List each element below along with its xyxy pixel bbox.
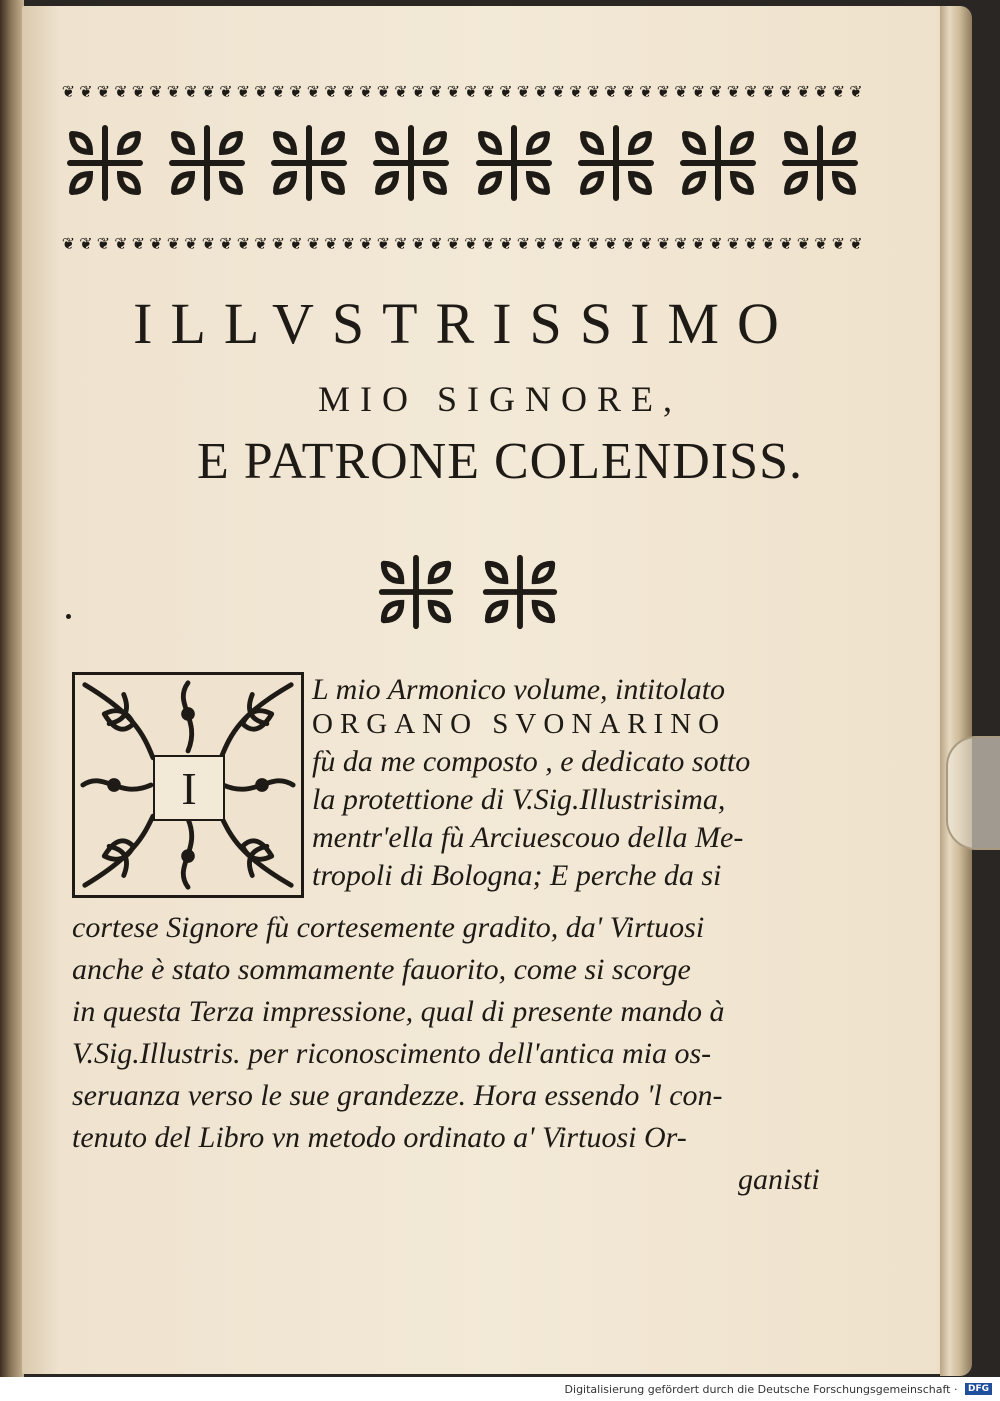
drop-ornament-icon: ❦ — [726, 233, 741, 253]
drop-ornament-icon: ❦ — [674, 233, 688, 253]
drop-ornament-icon: ❦ — [551, 233, 566, 253]
drop-ornament-icon: ❦ — [411, 233, 426, 253]
drop-ornament-icon: ❦ — [219, 81, 233, 101]
drop-ornament-icon: ❦ — [586, 81, 601, 101]
drop-ornament-icon: ❦ — [796, 81, 811, 101]
fleuron-ornament-icon — [571, 120, 661, 206]
drop-ornament-icon: ❦ — [621, 81, 636, 101]
drop-ornament-icon: ❦ — [236, 81, 251, 101]
body-line-6: tropoli di Bologna; E perche da si — [312, 859, 722, 892]
body-line-11: seruanza verso le sue grandezze. Hora essendo 'l con- — [72, 1079, 723, 1112]
dfg-logo: DFG — [965, 1383, 992, 1395]
drop-ornament-icon: ❦ — [429, 233, 443, 253]
drop-ornament-icon: ❦ — [341, 81, 356, 101]
drop-ornament-icon: ❦ — [516, 81, 531, 101]
page-tab-marker — [946, 736, 1000, 850]
drop-ornament-icon: ❦ — [849, 233, 863, 253]
drop-ornament-icon: ❦ — [761, 81, 776, 101]
fleuron-ornament-icon — [673, 120, 763, 206]
drop-ornament-icon: ❦ — [201, 81, 216, 101]
drop-ornament-icon: ❦ — [709, 233, 723, 253]
page-edges — [940, 6, 972, 1376]
drop-ornament-icon: ❦ — [464, 233, 478, 253]
drop-ornament-icon: ❦ — [61, 81, 76, 101]
body-line-10: V.Sig.Illustris. per riconoscimento dell'antica mia os- — [72, 1037, 712, 1070]
drop-ornament-icon: ❦ — [219, 233, 233, 253]
ornament-row-bottom — [60, 226, 865, 260]
drop-ornament-icon: ❦ — [639, 81, 653, 101]
footer-separator: · — [950, 1382, 961, 1396]
heading-line-1: ILLVSTRISSIMO — [133, 291, 797, 356]
drop-ornament-icon: ❦ — [184, 233, 198, 253]
drop-ornament-icon: ❦ — [604, 81, 618, 101]
drop-ornament-icon: ❦ — [324, 81, 338, 101]
body-line-13: ganisti — [738, 1163, 820, 1196]
drop-ornament-icon: ❦ — [236, 233, 251, 253]
fleuron-ornament-icon — [162, 120, 252, 206]
drop-ornament-icon: ❦ — [271, 81, 286, 101]
drop-ornament-icon: ❦ — [779, 81, 793, 101]
drop-ornament-icon: ❦ — [534, 81, 548, 101]
drop-ornament-icon: ❦ — [656, 81, 671, 101]
decorated-initial — [72, 672, 304, 898]
drop-ornament-icon: ❦ — [166, 81, 181, 101]
drop-ornament-icon: ❦ — [96, 81, 111, 101]
drop-ornament-icon: ❦ — [691, 81, 706, 101]
fleuron-ornament-icon — [469, 120, 559, 206]
ornament-row-top — [60, 74, 865, 108]
drop-ornament-icon: ❦ — [831, 233, 846, 253]
drop-ornament-icon: ❦ — [359, 81, 373, 101]
drop-ornament-icon: ❦ — [394, 233, 408, 253]
digitization-footer — [0, 1377, 1000, 1401]
drop-ornament-icon: ❦ — [814, 233, 828, 253]
drop-ornament-icon: ❦ — [376, 233, 391, 253]
fleuron-ornament-icon — [368, 550, 464, 634]
ink-dot — [66, 614, 71, 619]
drop-ornament-icon: ❦ — [569, 233, 583, 253]
footer-credit: Digitalisierung gefördert durch die Deutsche Forschungsgemeinschaft — [564, 1382, 951, 1396]
drop-ornament-icon: ❦ — [289, 81, 303, 101]
drop-ornament-icon: ❦ — [796, 233, 811, 253]
drop-ornament-icon: ❦ — [306, 81, 321, 101]
drop-ornament-icon: ❦ — [254, 81, 268, 101]
drop-ornament-icon: ❦ — [114, 233, 128, 253]
drop-ornament-icon: ❦ — [306, 233, 321, 253]
drop-ornament-icon: ❦ — [201, 233, 216, 253]
heading-line-2: MIO SIGNORE, — [317, 379, 682, 419]
heading-line-3: E PATRONE COLENDISS. — [196, 433, 804, 490]
body-line-3: fù da me composto , e dedicato sotto — [312, 745, 751, 778]
book-spine-edge — [0, 0, 24, 1380]
drop-ornament-icon: ❦ — [499, 233, 513, 253]
drop-ornament-icon: ❦ — [149, 81, 163, 101]
drop-ornament-icon: ❦ — [149, 233, 163, 253]
center-ornament — [368, 550, 568, 634]
drop-ornament-icon: ❦ — [61, 233, 76, 253]
body-line-5: mentr'ella fù Arciuescouo della Me- — [312, 821, 744, 854]
drop-ornament-icon: ❦ — [254, 233, 268, 253]
drop-ornament-icon: ❦ — [779, 233, 793, 253]
fleuron-ornament-icon — [775, 120, 865, 206]
drop-ornament-icon: ❦ — [604, 233, 618, 253]
body-line-2: ORGANO SVONARINO — [312, 708, 727, 740]
drop-ornament-icon: ❦ — [481, 233, 496, 253]
drop-ornament-icon: ❦ — [691, 233, 706, 253]
drop-ornament-icon: ❦ — [831, 81, 846, 101]
drop-ornament-icon: ❦ — [814, 81, 828, 101]
drop-ornament-icon: ❦ — [79, 81, 93, 101]
drop-ornament-icon: ❦ — [166, 233, 181, 253]
drop-ornament-icon: ❦ — [551, 81, 566, 101]
fleuron-ornament-icon — [264, 120, 354, 206]
drop-ornament-icon: ❦ — [761, 233, 776, 253]
drop-ornament-icon: ❦ — [131, 233, 146, 253]
drop-ornament-icon: ❦ — [271, 233, 286, 253]
drop-ornament-icon: ❦ — [569, 81, 583, 101]
fleuron-ornament-icon — [366, 120, 456, 206]
drop-ornament-icon: ❦ — [324, 233, 338, 253]
fleuron-ornament-icon — [60, 120, 150, 206]
initial-letter: I — [153, 755, 225, 821]
drop-ornament-icon: ❦ — [341, 233, 356, 253]
drop-ornament-icon: ❦ — [744, 233, 758, 253]
drop-ornament-icon: ❦ — [79, 233, 93, 253]
drop-ornament-icon: ❦ — [289, 233, 303, 253]
drop-ornament-icon: ❦ — [656, 233, 671, 253]
drop-ornament-icon: ❦ — [464, 81, 478, 101]
drop-ornament-icon: ❦ — [726, 81, 741, 101]
drop-ornament-icon: ❦ — [481, 81, 496, 101]
drop-ornament-icon: ❦ — [429, 81, 443, 101]
drop-ornament-icon: ❦ — [446, 233, 461, 253]
body-line-8: anche è stato sommamente fauorito, come si scorge — [72, 953, 691, 986]
drop-ornament-icon: ❦ — [586, 233, 601, 253]
drop-ornament-icon: ❦ — [516, 233, 531, 253]
fleuron-ornament-icon — [472, 550, 568, 634]
drop-ornament-icon: ❦ — [394, 81, 408, 101]
drop-ornament-icon: ❦ — [114, 81, 128, 101]
drop-ornament-icon: ❦ — [184, 81, 198, 101]
drop-ornament-icon: ❦ — [674, 81, 688, 101]
drop-ornament-icon: ❦ — [639, 233, 653, 253]
drop-ornament-icon: ❦ — [131, 81, 146, 101]
drop-ornament-icon: ❦ — [709, 81, 723, 101]
body-line-7: cortese Signore fù cortesemente gradito, da' Virtuosi — [72, 911, 705, 944]
drop-ornament-icon: ❦ — [359, 233, 373, 253]
body-line-4: la protettione di V.Sig.Illustrisima, — [312, 783, 726, 816]
body-line-1: L mio Armonico volume, intitolato — [312, 673, 726, 706]
drop-ornament-icon: ❦ — [376, 81, 391, 101]
drop-ornament-icon: ❦ — [499, 81, 513, 101]
drop-ornament-icon: ❦ — [446, 81, 461, 101]
drop-ornament-icon: ❦ — [96, 233, 111, 253]
body-line-9: in questa Terza impressione, qual di presente mando à — [72, 995, 725, 1028]
drop-ornament-icon: ❦ — [849, 81, 863, 101]
body-line-12: tenuto del Libro vn metodo ordinato a' Virtuosi Or- — [72, 1121, 687, 1154]
drop-ornament-icon: ❦ — [411, 81, 426, 101]
drop-ornament-icon: ❦ — [744, 81, 758, 101]
drop-ornament-icon: ❦ — [621, 233, 636, 253]
drop-ornament-icon: ❦ — [534, 233, 548, 253]
ornament-band — [60, 120, 865, 206]
